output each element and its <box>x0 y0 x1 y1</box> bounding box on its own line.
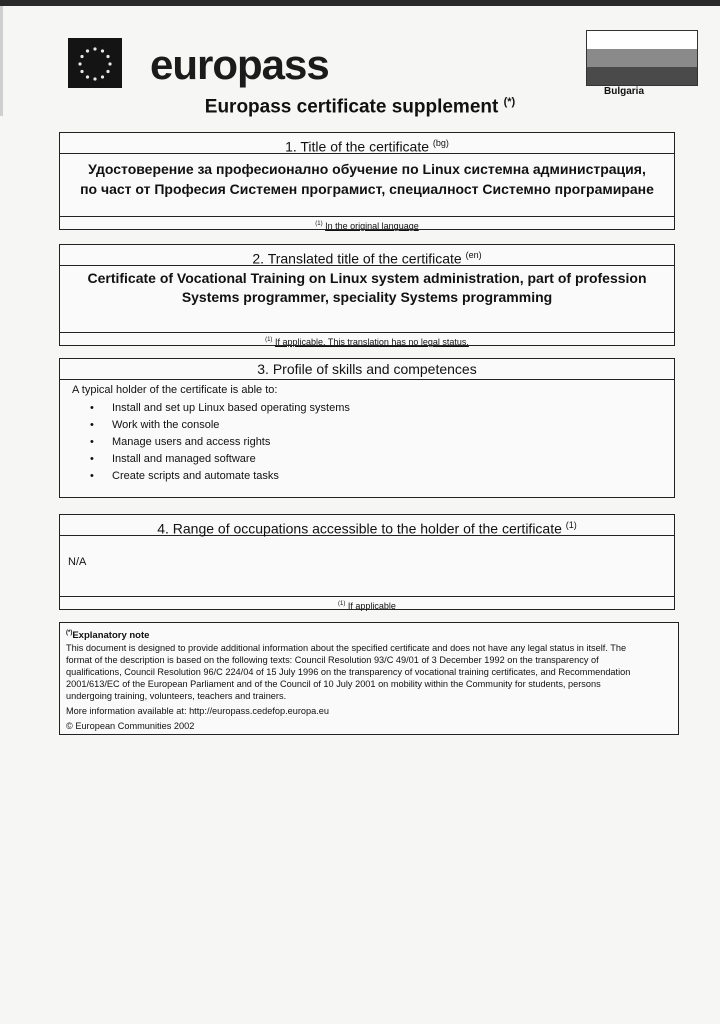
europass-wordmark: europass <box>150 41 329 88</box>
note-text: qualifications, Council Resolution 96/C 224/04 of 15 July 1996 on the transparency of vocational training certificates, and Recommendation <box>66 667 631 678</box>
section-occupations <box>59 514 675 610</box>
note-title: (*)Explanatory note <box>66 630 150 642</box>
list-item: • Manage users and access rights <box>60 434 674 451</box>
skills-intro: A typical holder of the certificate is able to: <box>72 384 278 396</box>
scan-top-edge <box>0 0 720 6</box>
note-text: 2001/613/EC of the European Parliament and of the Council of 10 July 2001 on mobility within the Community for students, persons <box>66 679 601 690</box>
section-original-title <box>59 132 675 230</box>
list-item: • Work with the console <box>60 417 674 434</box>
note-more-info: More information available at: http://europass.cedefop.europa.eu <box>66 706 330 717</box>
note-text: This document is designed to provide additional information about the specified certificate and does not have any legal status in itself. The <box>66 643 627 654</box>
document-title: Europass certificate supplement (*) <box>204 96 516 118</box>
note-text: undergoing training, volunteers, teachers and trainers. <box>66 691 287 702</box>
section-footnote: $^{(1)}$ If applicable. This translation has no legal status. <box>60 332 674 345</box>
certificate-title-original: Удостоверение за професионално обучение по Linux системна администрация, по част от Професия Системен програмист, специалност Системно програмиране <box>80 161 654 197</box>
list-item: • Install and set up Linux based operating systems <box>60 400 674 417</box>
section-skills <box>59 358 675 498</box>
section-translated-title <box>59 244 675 346</box>
bulgaria-flag <box>586 30 698 86</box>
explanatory-note <box>59 622 679 735</box>
certificate-title-translated: Certificate of Vocational Training on Linux system administration, part of profession Systems programmer, speciality Systems programming <box>87 270 647 305</box>
section-footnote: $^{(1)}$ In the original language <box>60 216 674 229</box>
section-heading: 3. Profile of skills and competences <box>60 359 674 380</box>
list-item: • Install and managed software <box>60 451 674 468</box>
note-text: format of the description is based on the following texts: Council Resolution 93/C 49/01 of 3 December 1992 on the transparency of <box>66 655 599 666</box>
note-copyright: © European Communities 2002 <box>66 721 195 732</box>
eu-stars-logo <box>68 38 122 88</box>
skills-list <box>60 400 674 485</box>
section-heading: 1. Title of the certificate $^{(bg)}$ <box>60 133 674 154</box>
section-heading: 4. Range of occupations accessible to the holder of the certificate $^{(1)}$ <box>60 515 674 536</box>
section-footnote: $^{(1)}$ If applicable <box>60 596 674 609</box>
occupations-value: N/A <box>68 556 87 568</box>
country-label: Bulgaria <box>604 86 645 97</box>
section-heading: 2. Translated title of the certificate $^{(en)}$ <box>60 245 674 266</box>
list-item: • Create scripts and automate tasks <box>60 468 674 485</box>
